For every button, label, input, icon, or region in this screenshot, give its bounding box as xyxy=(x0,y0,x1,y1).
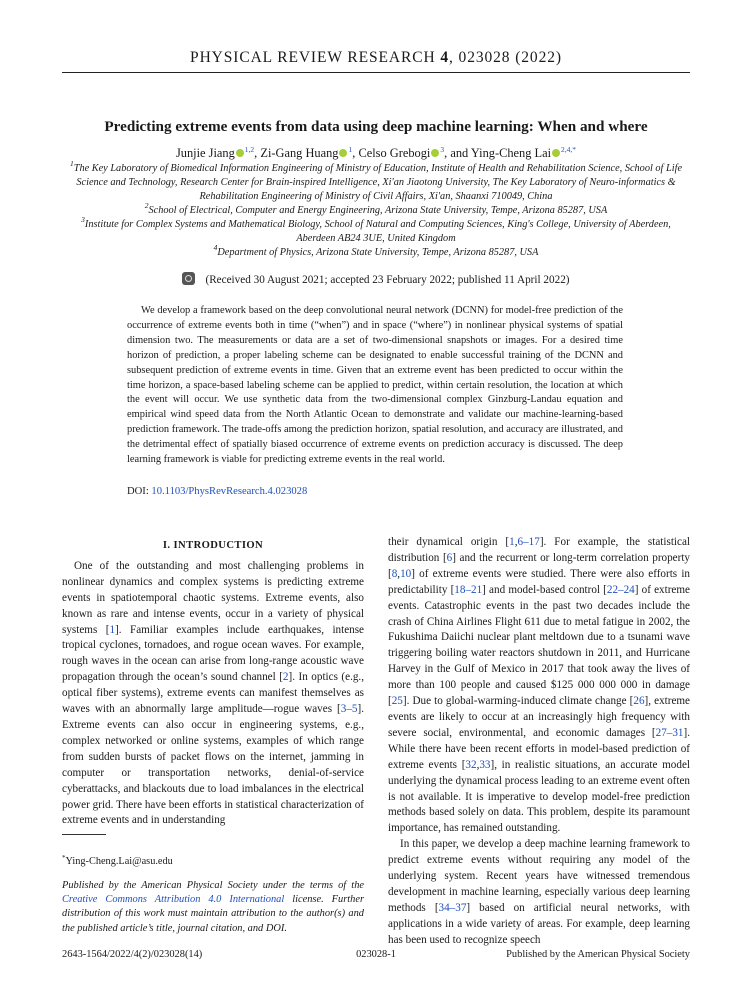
affiliation xyxy=(62,159,690,204)
author-affil-ref[interactable]: 3 xyxy=(440,145,445,154)
citation-link[interactable]: 3–5 xyxy=(340,703,358,716)
received-text: (Received 30 August 2021; accepted 23 February 2022; published 11 April 2022) xyxy=(205,274,570,286)
journal-volume: 4 xyxy=(440,49,449,66)
journal-header xyxy=(62,48,690,68)
affiliation-number: 3 xyxy=(81,215,85,224)
affiliation-number: 1 xyxy=(69,159,74,168)
citation-link[interactable]: 32 xyxy=(465,758,477,771)
corresponding-author-footnote xyxy=(62,851,173,869)
license-text: license. Further distribution of this work must maintain attribution to the author(s) and the published article’s title, journal citation, and DOI. xyxy=(62,894,364,934)
author-affil-ref[interactable]: 1,2 xyxy=(244,145,255,154)
citation-link[interactable]: 6 xyxy=(446,551,453,564)
author-affil-ref[interactable]: 1 xyxy=(348,145,353,154)
footer-publisher: Published by the American Physical Society xyxy=(506,949,690,960)
license-notice xyxy=(62,879,364,936)
article-ref: , 023028 (2022) xyxy=(449,49,562,66)
author-list xyxy=(62,145,690,161)
affiliation xyxy=(62,243,690,260)
affiliation-number: 4 xyxy=(213,243,218,252)
author-separator: , xyxy=(352,146,359,160)
abstract: We develop a framework based on the deep convolutional neural network (DCNN) for model-free prediction of the occurrence of extreme events both in time (“when”) and in space (“where”) in nonlinear physical systems of spatial dimension two. The measurements or data are a set of two-dimensional snapshots or images. For a desired time horizon of prediction, a proper labeling scheme can be designated to enable successful training of the DCNN and subsequent prediction of extreme events in time. Given that an extreme event has been predicted to occur within the time horizon, a space-based labeling scheme can be applied to predict, within certain resolution, the location at which the event will occur. We use synthetic data from the two-dimensional complex Ginzburg-Landau equation and empirical wind speed data from the North Atlantic Ocean to demonstrate and validate our machine-learning-based prediction framework. The trade-offs among the prediction horizon, spatial resolution, and accuracy are illustrated, and the detrimental effect of spatially biased occurrence of extreme events on prediction accuracy is discussed. The deep learning framework is viable for predicting extreme events in the real world. xyxy=(127,305,623,466)
citation-link[interactable]: 27–31 xyxy=(655,726,684,739)
affiliation-text: The Key Laboratory of Biomedical Information Engineering of Ministry of Education, Institute of Health and Rehabilitation Science, School of Life Science and Technology, Research Center for Brain-inspired Intelligence, Xi'an Jiaotong University, The Key Laboratory of Neuro-informatics & Rehabilitation Engineering of Ministry of Civil Affairs, Xi'an, Shaanxi 710049, China xyxy=(73,163,683,202)
section-heading: I. INTRODUCTION xyxy=(162,540,264,551)
orcid-icon[interactable] xyxy=(339,149,347,157)
footnote-marker: * xyxy=(62,854,66,862)
affiliation xyxy=(62,201,690,218)
orcid-icon[interactable] xyxy=(236,149,244,157)
author-separator: , xyxy=(254,146,261,160)
citation-link[interactable]: 33 xyxy=(479,758,491,771)
doi-line xyxy=(127,485,307,499)
footnote-rule xyxy=(62,834,106,835)
author-affil-ref[interactable]: 2,4,* xyxy=(561,145,577,154)
citation-link[interactable]: 26 xyxy=(633,695,645,708)
affiliation xyxy=(62,215,690,246)
orcid-icon[interactable] xyxy=(431,149,439,157)
check-for-updates-icon[interactable] xyxy=(182,272,195,285)
affiliation-text: Institute for Complex Systems and Mathematical Biology, School of Natural and Computing Sciences, King's College, University of Aberdeen, Aberdeen AB24 3UE, United Kingdom xyxy=(84,219,671,244)
license-link[interactable]: Creative Commons Attribution 4.0 International xyxy=(62,894,285,906)
affiliations xyxy=(62,159,690,260)
author-separator: , and xyxy=(444,146,471,160)
footnote-email[interactable]: Ying-Cheng.Lai@asu.edu xyxy=(65,856,173,867)
citation-link[interactable]: 25 xyxy=(391,695,403,708)
author-name[interactable]: Ying-Cheng Lai xyxy=(470,146,552,160)
citation-link[interactable]: 34–37 xyxy=(438,901,467,914)
affiliation-text: Department of Physics, Arizona State University, Tempe, Arizona 85287, USA xyxy=(217,247,539,258)
received-dates xyxy=(62,272,690,288)
left-column xyxy=(62,535,364,829)
doi-label: DOI: xyxy=(127,486,152,497)
doi-link[interactable]: 10.1103/PhysRevResearch.4.023028 xyxy=(151,486,308,497)
citation-link[interactable]: 22–24 xyxy=(606,583,635,596)
license-text: Published by the American Physical Society under the terms of the xyxy=(62,880,364,891)
citation-link[interactable]: 1 xyxy=(109,623,116,636)
intro-paragraph-continued: their dynamical origin [1,6–17]. For example, the statistical distribution [6] and the recurrent or long-term correlation property [8,10] of extreme events were studied. There were also efforts in predictability [18–21] and model-based control [22–24] of extreme events. Catastrophic events in the past two decades include the crash of China Airlines Flight 611 due to metal fatigue in 2002, the Fukushima Daiichi nuclear plant meltdown due to a tsunami wave triggering boiling water reactors shutdown in 2011, and Hurricane Harvey in the Gulf of Mexico in 2017 that took away the lives of more than 100 people and caused $125 000 000 000 in damage [25]. Due to global-warming-induced climate change [26], extreme events are likely to occur at an increasingly high frequency with severe social, environmental, and economic damages [27–31]. While there have been recent efforts in model-based prediction of extreme events [32,33], in realistic situations, an accurate model underlying the dynamical process leading to an extreme event often is not available. It is imperative to develop model-free prediction methods based solely on data. This problem, despite its paramount importance, has remained outstanding. xyxy=(388,536,691,835)
affiliation-number: 2 xyxy=(144,201,149,210)
citation-link[interactable]: 1 xyxy=(509,536,515,548)
author-name[interactable]: Celso Grebogi xyxy=(358,146,431,160)
citation-link[interactable]: 18–21 xyxy=(454,583,483,596)
citation-link[interactable]: 2 xyxy=(282,671,289,684)
header-rule xyxy=(62,72,690,73)
orcid-icon[interactable] xyxy=(552,149,560,157)
citation-link[interactable]: 10 xyxy=(400,567,412,580)
citation-link[interactable]: 6–17 xyxy=(517,536,540,548)
intro-paragraph: In this paper, we develop a deep machine learning framework to predict extreme events without requiring any model of the underlying system. Recent years have witnessed tremendous development in machine learning, especially various deep learning methods [34–37] based on artificial neural networks, with applications in a wide variety of areas. For example, deep learning has been used to recognize speech xyxy=(388,838,690,946)
intro-paragraph: One of the outstanding and most challenging problems in nonlinear dynamics and complex systems is predicting extreme events in spatiotemporal chaotic systems. Extreme events, also known as rare and intense events, occur in a variety of physical systems [1]. Familiar examples include earthquakes, intense tropical cyclones, tornadoes, and rogue ocean waves. For example, rough waves in the ocean can arise from long-range acoustic wave propagation through the ocean’s sound channel [2]. In optics (e.g., optical fiber systems), extreme events can manifest themselves as waves with an abnormally large amplitude—rogue waves [3–5]. Extreme events can also occur in engineering systems, e.g., complex networked or online systems, examples of which range from sudden bursts of packet flows on the internet, jamming in computer or transportation networks, denial-of-service cyberattacks, and blackouts due to load imbalances in the electrical power grid. There have been efforts in statistical characterization of extreme events and in understanding xyxy=(62,559,365,827)
author-name[interactable]: Zi-Gang Huang xyxy=(260,146,339,160)
paper-title: Predicting extreme events from data using deep machine learning: When and where xyxy=(104,118,648,135)
journal-name: PHYSICAL REVIEW RESEARCH xyxy=(190,49,436,66)
citation-link[interactable]: 8 xyxy=(391,567,398,580)
author-name[interactable]: Junjie Jiang xyxy=(175,146,235,160)
page-number: 023028-1 xyxy=(356,949,396,960)
right-column xyxy=(388,535,690,949)
affiliation-text: School of Electrical, Computer and Energy Engineering, Arizona State University, Tempe, Arizona 85287, USA xyxy=(148,205,608,216)
footer-issn: 2643-1564/2022/4(2)/023028(14) xyxy=(62,949,203,960)
